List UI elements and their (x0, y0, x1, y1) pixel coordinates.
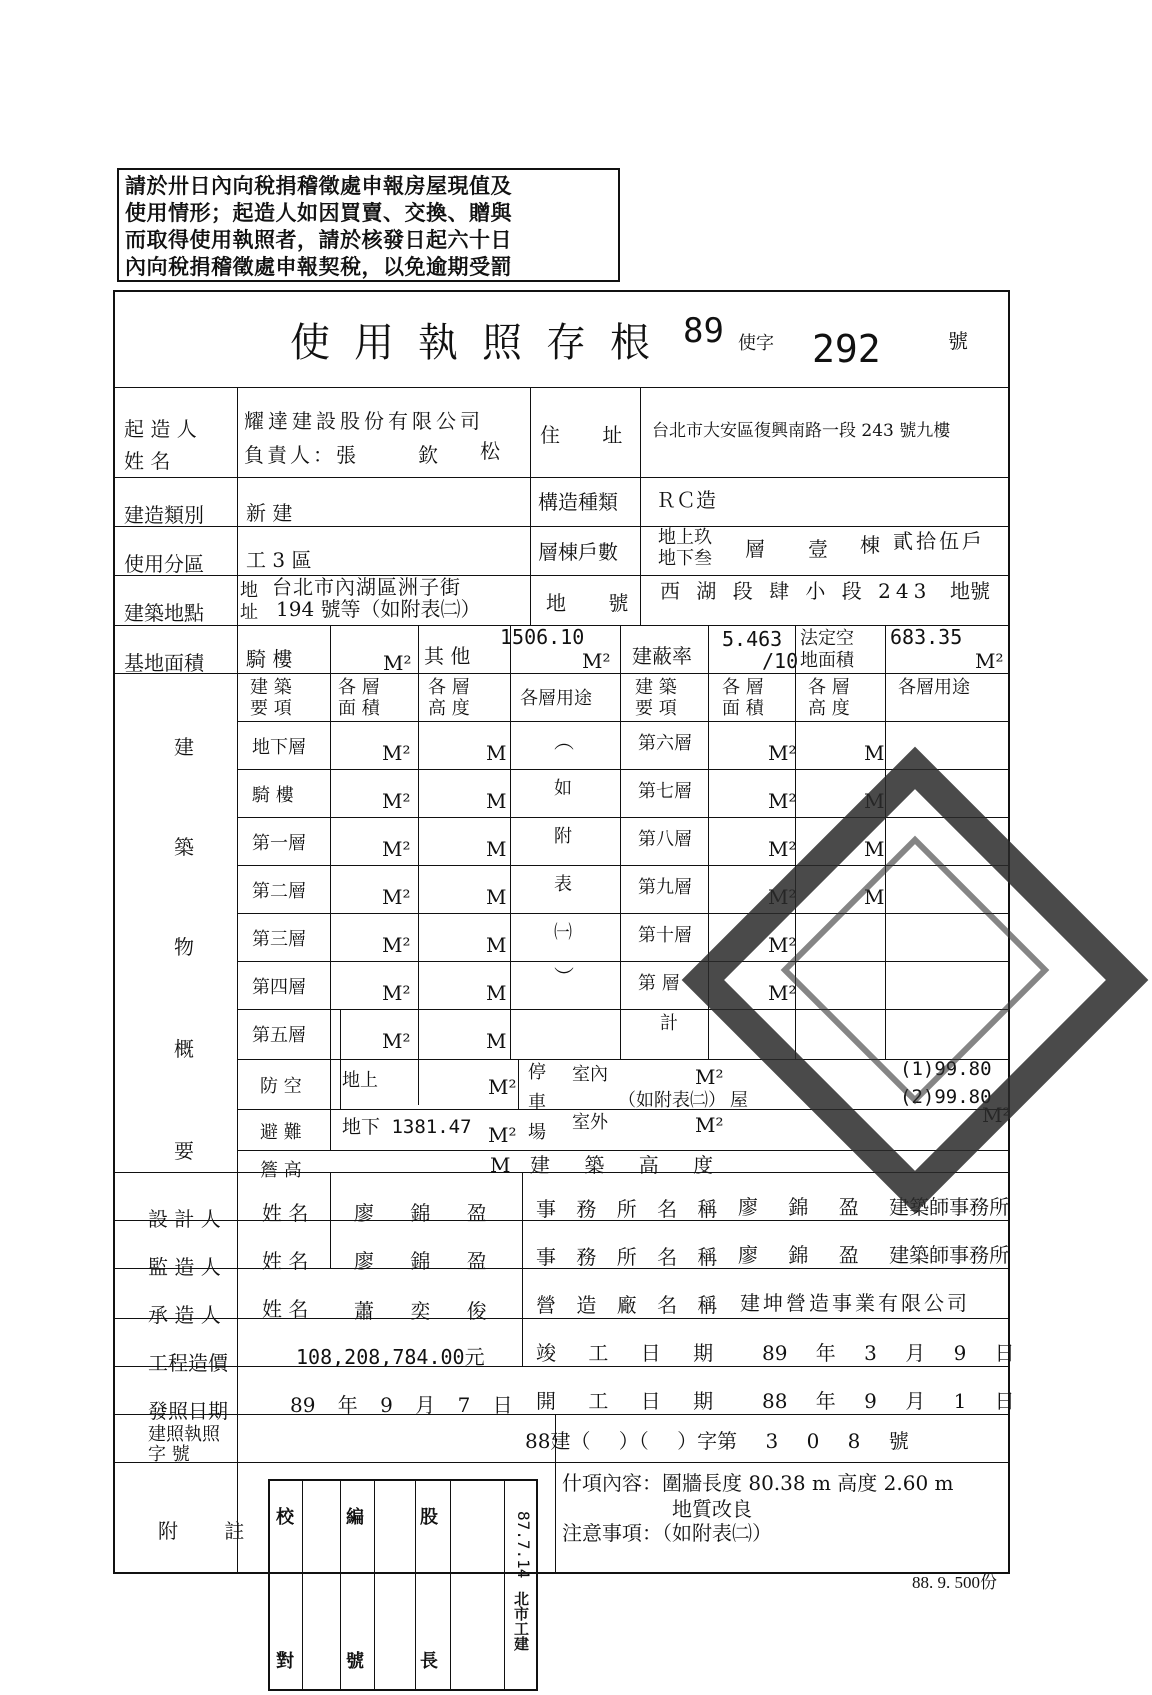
parking-indoor: 室內 (572, 1064, 608, 1085)
issue-date-label: 發照日期 (148, 1399, 228, 1423)
other-area-value: 1506.10 (500, 625, 585, 649)
col-item-2: 要 項 (250, 698, 292, 719)
designer-office: 廖 錦 盈 建築師事務所 (738, 1195, 1010, 1219)
basement-unit: M² (982, 1103, 1011, 1127)
legal-open-unit: M² (975, 649, 1004, 673)
stamp-char: 對 (276, 1651, 294, 1672)
start-date: 88 年 9 月 1 日 (762, 1389, 1015, 1413)
use-mark: 附 (554, 826, 572, 847)
height-unit: M (486, 789, 507, 813)
notice-line: 內向稅捐稽徵處申報契稅，以免逾期受罰 (125, 254, 512, 279)
supervisor-name-label: 姓 名 (262, 1249, 309, 1273)
dong-word: 棟 (860, 533, 880, 557)
col-height-2b: 高 度 (808, 698, 850, 719)
structure-value: ＲＣ造 (656, 488, 716, 512)
basement-1-area: (1)99.80 (900, 1058, 992, 1080)
overview-side-3: 物 (174, 935, 194, 959)
legal-open-label-1: 法定空 (800, 628, 854, 649)
coverage-label: 建蔽率 (632, 644, 692, 668)
col-item-1b: 建 築 (635, 677, 677, 698)
area-unit: M² (382, 789, 411, 813)
supervisor-name: 廖 錦 盈 (354, 1249, 487, 1273)
legal-open-value: 683.35 (890, 625, 963, 649)
floor-row-right: 計 (660, 1013, 678, 1034)
cost-value: 108,208,784.00元 (296, 1345, 485, 1369)
permit-label-1: 建照執照 (148, 1424, 220, 1445)
height-unit: M (486, 741, 507, 765)
applicant-label: 起 造 人 (124, 417, 197, 441)
other-area-unit: M² (582, 649, 611, 673)
lot-label: 地 號 (546, 591, 629, 615)
owner-label: 負責人：張 (244, 443, 359, 467)
stamp-char: 長 (420, 1651, 438, 1672)
applicant-address: 台北市大安區復興南路一段 243 號九樓 (652, 421, 951, 441)
designer-office-label: 事 務 所 名 稱 (536, 1197, 718, 1221)
build-type-label: 建造類別 (124, 503, 204, 527)
notice-line: 使用情形；起造人如因買賣、交換、贈與 (125, 200, 512, 225)
floor-row-label: 第五層 (252, 1025, 306, 1046)
col-use-b: 各層用途 (898, 677, 970, 698)
building-height-label: 建 築 高 度 (530, 1153, 714, 1177)
col-height-2: 高 度 (428, 698, 470, 719)
notice-line: 而取得使用執照者，請於核發日起六十日 (125, 227, 512, 252)
height-unit: M (486, 885, 507, 909)
address-label: 住 址 (540, 423, 623, 447)
area-unit: M² (382, 837, 411, 861)
use-mark: ㈠ (554, 922, 572, 943)
site-mark-2: 址 (240, 602, 258, 623)
site-address-line1: 台北市內湖區洲子街 (272, 575, 461, 599)
hao-label: 號 (948, 329, 968, 353)
eaves-unit: M (490, 1153, 511, 1177)
height-unit: M (486, 1029, 507, 1053)
permit-year: 89 (683, 311, 724, 351)
contractor-office: 建坤營造事業有限公司 (740, 1291, 970, 1315)
area-unit: M² (382, 981, 411, 1005)
permit-number: 292 (812, 327, 881, 371)
site-area-label: 基地面積 (124, 651, 204, 675)
floor-word: 層 (745, 537, 765, 561)
col-area-1b: 各 層 (722, 677, 764, 698)
area-unit: M² (382, 741, 411, 765)
stamp-char: 校 (276, 1507, 294, 1528)
parking-unit-1: M² (695, 1065, 724, 1089)
floors-above: 地上玖 (658, 527, 712, 548)
col-area-2: 面 積 (338, 698, 380, 719)
area-unit-right: M² (768, 981, 797, 1005)
floor-row-label: 騎 樓 (252, 785, 294, 806)
parking-label-3: 場 (528, 1122, 546, 1143)
lot-suffix: 地號 (950, 579, 990, 603)
area-unit-right: M² (768, 933, 797, 957)
parking-label-1: 停 (528, 1062, 546, 1083)
supervisor-office-label: 事 務 所 名 稱 (536, 1245, 718, 1269)
supervisor-office: 廖 錦 盈 建築師事務所 (738, 1243, 1010, 1267)
site-label: 建築地點 (124, 601, 204, 625)
shelter-below: 地下 1381.47 (342, 1116, 472, 1138)
height-unit-right: M (864, 885, 885, 909)
structure-label: 構造種類 (538, 490, 618, 514)
area-unit-right: M² (768, 789, 797, 813)
legal-open-label-2: 地面積 (800, 650, 854, 671)
coverage-den: /10 (762, 649, 799, 673)
permit-label-2: 字 號 (148, 1444, 190, 1465)
col-height-1: 各 層 (428, 677, 470, 698)
build-type-value: 新 建 (246, 501, 293, 525)
start-label: 開 工 日 期 (536, 1389, 714, 1413)
site-mark-1: 地 (240, 580, 258, 601)
supervisor-label: 監 造 人 (148, 1255, 221, 1279)
permit-number-value: 88建（ ）（ ）字第 3 0 8 號 (525, 1429, 909, 1453)
col-item-2b: 要 項 (635, 698, 677, 719)
tax-notice-box (117, 168, 620, 282)
basement-2-area: (2)99.80 (900, 1086, 992, 1108)
floor-row-label: 第二層 (252, 881, 306, 902)
shelter-unit-2: M² (488, 1123, 517, 1147)
parking-label-2: 車 (528, 1092, 546, 1113)
household-count: 貳拾伍戶 (893, 529, 985, 553)
coverage-value: 5.463 (722, 627, 783, 651)
height-unit-right: M (864, 789, 885, 813)
building-count: 壹 (808, 537, 828, 561)
parking-unit-2: M² (695, 1113, 724, 1137)
use-mark: ︶ (554, 965, 574, 989)
parking-outdoor: 室外 (572, 1112, 608, 1133)
height-unit: M (486, 837, 507, 861)
floor-row-label: 第四層 (252, 977, 306, 998)
height-unit-right: M (864, 837, 885, 861)
stamp-char: 號 (346, 1651, 364, 1672)
area-unit-right: M² (768, 885, 797, 909)
overview-side-5: 要 (174, 1139, 194, 1163)
stamp-char: 股 (420, 1507, 438, 1528)
shelter-label-1: 防 空 (260, 1076, 302, 1097)
remarks-line3: 注意事項：（如附表㈡） (562, 1521, 772, 1545)
issue-date: 89 年 9 月 7 日 (290, 1393, 513, 1417)
area-unit: M² (382, 933, 411, 957)
contractor-office-label: 營 造 廠 名 稱 (536, 1293, 718, 1317)
col-use: 各層用途 (520, 688, 592, 709)
notice-line: 請於卅日內向稅捐稽徵處申報房屋現值及 (125, 173, 512, 198)
floor-row-label: 地下層 (252, 737, 306, 758)
applicant-name-label: 姓 名 (124, 449, 171, 473)
col-height-1b: 各 層 (808, 677, 850, 698)
floors-below: 地下叁 (658, 548, 712, 569)
floor-row-right: 第六層 (638, 733, 692, 754)
form-title: 使用執照存根 (290, 320, 674, 366)
shelter-label-2: 避 難 (260, 1122, 302, 1143)
floor-row-right: 第七層 (638, 781, 692, 802)
print-footer: 88. 9. 500份 (912, 1573, 997, 1592)
contractor-label: 承 造 人 (148, 1303, 221, 1327)
use-mark: ︵ (554, 729, 574, 753)
owner-name-1: 欽 (418, 443, 438, 467)
permit-char: 使字 (738, 333, 774, 354)
height-unit: M (486, 933, 507, 957)
owner-name-2: 松 (480, 439, 500, 463)
floor-row-label: 第三層 (252, 929, 306, 950)
floor-row-right: 第 層 (638, 973, 680, 994)
remarks-label: 附 註 (158, 1519, 245, 1543)
completion-date: 89 年 3 月 9 日 (762, 1341, 1015, 1365)
zone-label: 使用分區 (124, 552, 204, 576)
area-unit: M² (382, 885, 411, 909)
stamp-date: 87.7.14 (514, 1511, 533, 1579)
cost-label: 工程造價 (148, 1351, 228, 1375)
contractor-name: 蕭 奕 俊 (354, 1299, 487, 1323)
completion-label: 竣 工 日 期 (536, 1341, 714, 1365)
qilou-label: 騎 樓 (246, 647, 293, 671)
overview-side-2: 築 (174, 835, 194, 859)
designer-name: 廖 錦 盈 (354, 1201, 487, 1225)
height-unit: M (486, 981, 507, 1005)
floor-row-label: 第一層 (252, 833, 306, 854)
other-label: 其 他 (424, 644, 471, 668)
area-unit-right: M² (768, 741, 797, 765)
floor-row-right: 第九層 (638, 877, 692, 898)
stamp-char: 編 (346, 1507, 364, 1528)
col-area-2b: 面 積 (722, 698, 764, 719)
use-mark: 表 (554, 874, 572, 895)
floor-row-right: 第十層 (638, 925, 692, 946)
lot-value: 西 湖 段 肆 小 段 243 (660, 579, 932, 603)
designer-name-label: 姓 名 (262, 1201, 309, 1225)
applicant-company: 耀達建設股份有限公司 (244, 409, 484, 433)
col-item-1: 建 築 (250, 677, 292, 698)
shelter-unit-1: M² (488, 1075, 517, 1099)
floor-row-right: 第八層 (638, 829, 692, 850)
zone-value: 工 3 區 (246, 548, 312, 572)
col-area-1: 各 層 (338, 677, 380, 698)
area-unit-right: M² (768, 837, 797, 861)
approval-stamp-block (268, 1479, 538, 1691)
parking-see-table: （如附表㈡） (618, 1090, 726, 1111)
overview-side-4: 概 (174, 1037, 194, 1061)
use-mark: 如 (554, 778, 572, 799)
overview-side-1: 建 (174, 735, 194, 759)
floors-label: 層棟戶數 (538, 540, 618, 564)
site-address-line2: 194 號等（如附表㈡） (276, 597, 481, 621)
designer-label: 設 計 人 (148, 1207, 221, 1231)
area-unit: M² (382, 1029, 411, 1053)
eaves-label: 簷 高 (260, 1160, 302, 1181)
remarks-line1: 什項內容：圍牆長度 80.38 m 高度 2.60 m (562, 1471, 954, 1495)
height-unit-right: M (864, 741, 885, 765)
shelter-above: 地上 (342, 1070, 378, 1091)
contractor-name-label: 姓 名 (262, 1297, 309, 1321)
roof-label: 屋 (730, 1090, 748, 1111)
qilou-unit: M² (383, 651, 412, 675)
remarks-line2: 地質改良 (672, 1497, 752, 1521)
stamp-office: 北市工建 (512, 1591, 530, 1651)
